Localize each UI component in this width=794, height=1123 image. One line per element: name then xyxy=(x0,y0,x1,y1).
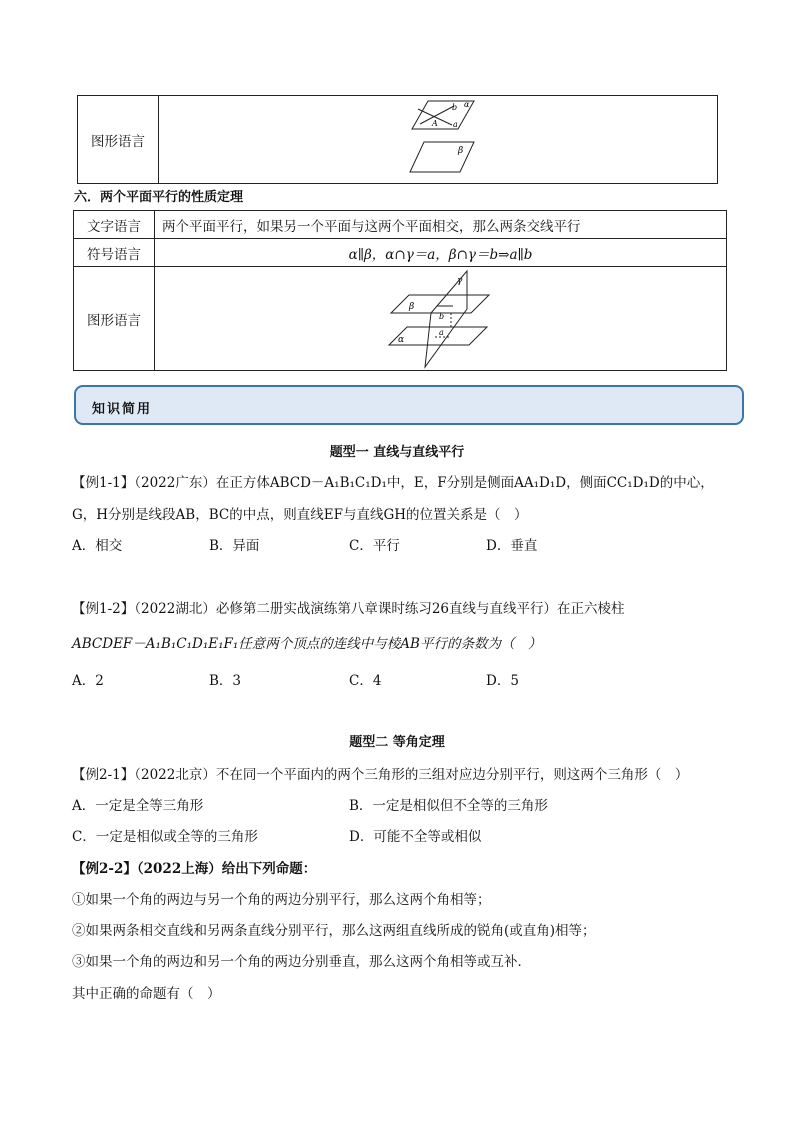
ex2-1-option-d: D．可能不全等或相似 xyxy=(349,829,482,845)
ex1-1-line2: G，H分别是线段AB，BC的中点，则直线EF与直线GH的位置关系是（ ） xyxy=(72,507,528,523)
table-label-text: 文字语言 xyxy=(74,211,155,239)
label-A: A xyxy=(432,119,438,128)
ex2-1-option-b: B．一定是相似但不全等的三角形 xyxy=(349,798,548,814)
table-label-symbol: 符号语言 xyxy=(74,239,155,267)
knowledge-box-title: 知识简用 xyxy=(92,402,153,417)
ex1-2-option-d: D．5 xyxy=(486,673,519,689)
theorem-symbol: α∥β，α∩γ＝a，β∩γ＝b⇒a∥b xyxy=(155,239,727,267)
ex2-2-line1: 【例2-2】（2022上海）给出下列命题： xyxy=(72,861,317,877)
label-a: a xyxy=(453,120,458,129)
parallel-planes-figure xyxy=(402,97,522,181)
label-b: b xyxy=(452,103,458,112)
label-beta: β xyxy=(458,146,464,156)
ex1-2-option-b: B．3 xyxy=(209,673,242,689)
three-planes-figure xyxy=(387,269,497,369)
ex1-1-line1: 【例1-1】（2022广东）在正方体ABCD－A₁B₁C₁D₁中，E，F分别是侧面AA₁D₁D，侧面CC₁D₁D的中心， xyxy=(72,475,714,491)
ex2-2-item2: ②如果两条相交直线和另两条直线分别平行，那么这两组直线所成的锐角(或直角)相等； xyxy=(72,923,596,939)
figure-table-top xyxy=(77,95,718,184)
type1-title: 题型一 直线与直线平行 xyxy=(329,445,465,460)
figure-cell-2 xyxy=(155,267,727,371)
label-beta-2: β xyxy=(409,302,415,312)
ex2-2-item3: ③如果一个角的两边和另一个角的两边分别垂直，那么这两个角相等或互补． xyxy=(72,954,531,970)
ex1-2-line2: ABCDEF－A₁B₁C₁D₁E₁F₁任意两个顶点的连线中与棱AB平行的条数为（ ） xyxy=(72,636,542,652)
knowledge-box xyxy=(74,385,744,425)
ex1-1-option-a: A．相交 xyxy=(72,538,123,554)
theorem-text: 两个平面平行，如果另一个平面与这两个平面相交，那么两条交线平行 xyxy=(155,211,727,239)
label-alpha-2: α xyxy=(398,335,405,345)
theorem-table xyxy=(73,210,727,371)
label-alpha: α xyxy=(464,100,470,109)
label-b-2: b xyxy=(439,312,445,321)
section-heading: 六．两个平面平行的性质定理 xyxy=(74,190,244,205)
label-gamma: γ xyxy=(457,276,463,286)
ex1-1-option-b: B．异面 xyxy=(209,538,260,554)
ex1-1-option-d: D．垂直 xyxy=(486,538,538,554)
table-label-figure: 图形语言 xyxy=(78,96,159,184)
ex2-2-item1: ①如果一个角的两边与另一个角的两边分别平行，那么这两个角相等； xyxy=(72,892,491,908)
label-a-2: a xyxy=(439,328,444,337)
type2-title: 题型二 等角定理 xyxy=(349,735,445,750)
ex1-2-option-c: C．4 xyxy=(349,673,382,689)
ex2-2-question: 其中正确的命题有（ ） xyxy=(72,986,221,1002)
ex1-2-option-a: A．2 xyxy=(72,673,104,689)
ex2-1-line1: 【例2-1】（2022北京）不在同一个平面内的两个三角形的三组对应边分别平行，则这两个三角形（ ） xyxy=(72,767,689,783)
figure-cell-top xyxy=(159,96,718,184)
ex1-1-option-c: C．平行 xyxy=(349,538,400,554)
ex1-2-line1: 【例1-2】（2022湖北）必修第二册实战演练第八章课时练习26直线与直线平行）在正六棱柱 xyxy=(72,601,625,617)
ex2-1-option-c: C．一定是相似或全等的三角形 xyxy=(72,829,258,845)
table-label-figure-2: 图形语言 xyxy=(74,267,155,371)
ex2-1-option-a: A．一定是全等三角形 xyxy=(72,798,204,814)
